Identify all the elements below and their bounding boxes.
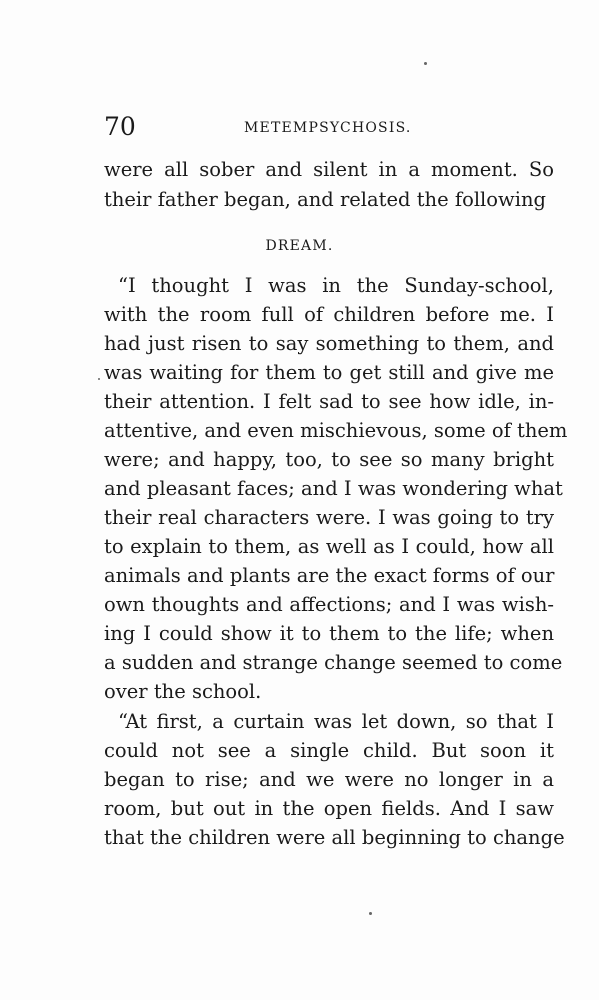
text-line: animals and plants are the exact forms of our (104, 564, 555, 587)
running-title: METEMPSYCHOSIS. (244, 120, 412, 136)
text-line: “At first, a curtain was let down, so that I (118, 710, 554, 733)
text-line: a sudden and strange change seemed to come (104, 651, 563, 674)
text-line: began to rise; and we were no longer in a (104, 768, 554, 791)
section-heading: DREAM. (265, 238, 334, 254)
text-line: attentive, and even mischievous, some of them (104, 419, 568, 442)
print-speck (369, 912, 372, 915)
text-line: their attention. I felt sad to see how idle, in- (104, 390, 554, 413)
text-line: their father began, and related the following (104, 188, 546, 211)
text-line: and pleasant faces; and I was wondering what (104, 477, 563, 500)
text-line: their real characters were. I was going to try (104, 506, 554, 529)
running-head (104, 112, 556, 142)
text-line: were; and happy, too, to see so many bright (104, 448, 554, 471)
print-speck (424, 62, 427, 65)
text-line: that the children were all beginning to change (104, 826, 565, 849)
text-line: was waiting for them to get still and give me (104, 361, 554, 384)
text-line: over the school. (104, 680, 262, 703)
text-line: ing I could show it to them to the life; when (104, 622, 554, 645)
text-line: could not see a single child. But soon it (104, 739, 554, 762)
text-line: had just risen to say something to them, and (104, 332, 554, 355)
page-number: 70 (104, 112, 136, 141)
text-line: own thoughts and affections; and I was wish- (104, 593, 554, 616)
text-line: to explain to them, as well as I could, how all (104, 535, 554, 558)
text-line: room, but out in the open fields. And I saw (104, 797, 554, 820)
text-line: with the room full of children before me. I (104, 303, 554, 326)
text-line: were all sober and silent in a moment. So (104, 158, 554, 181)
text-line: “I thought I was in the Sunday-school, (118, 274, 554, 297)
print-speck (98, 378, 100, 380)
